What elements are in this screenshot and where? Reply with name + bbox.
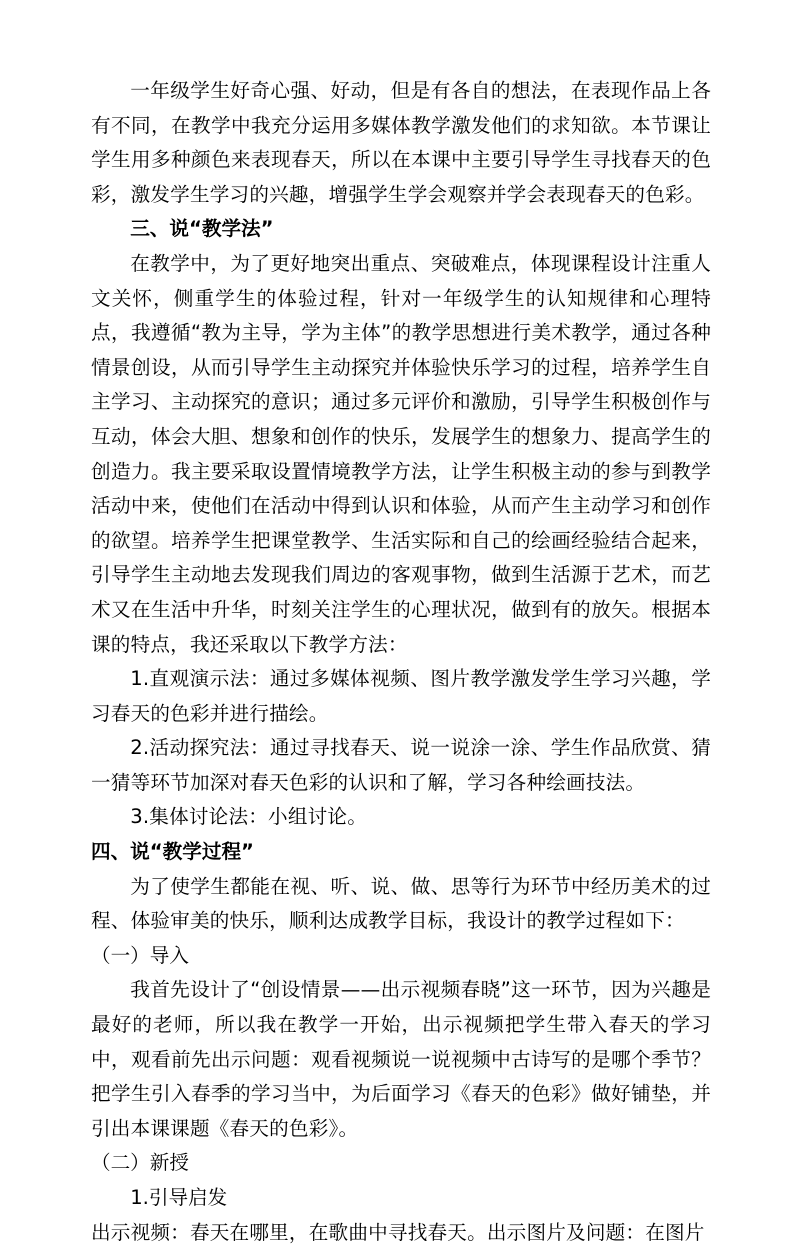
method-item-2: 2.活动探究法：通过寻找春天、说一说涂一涂、学生作品欣赏、猜一猜等环节加深对春天色彩的认识和了解，学习各种绘画技法。 [91,736,711,794]
subheading-guidance: 1.引导启发 [130,1186,228,1209]
method-item-3: 3.集体讨论法：小组讨论。 [130,805,368,829]
subheading-new-lesson: （二）新授 [91,1151,189,1175]
document-page [91,74,711,1250]
subheading-introduction: （一）导入 [91,943,189,967]
paragraph-introduction: 我首先设计了“创设情景——出示视频春晓”这一环节，因为兴趣是最好的老师，所以我在教学一开始，出示视频把学生带入春天的学习中，观看前先出示问题：观看视频说一说视频中古诗写的是哪个季节？把学生引入春季的学习当中，为后面学习《春天的色彩》做好铺垫，并引出本课课题《春天的色彩》。 [91,978,711,1140]
heading-teaching-method: 三、说“教学法” [130,217,274,241]
heading-teaching-process: 四、说“教学过程” [91,840,254,864]
paragraph-student-analysis: 一年级学生好奇心强、好动，但是有各自的想法，在表现作品上各有不同，在教学中我充分运用多媒体教学激发他们的求知欲。本节课让学生用多种颜色来表现春天，所以在本课中主要引导学生寻找春天的色彩，激发学生学习的兴趣，增强学生学会观察并学会表现春天的色彩。 [91,79,711,206]
paragraph-guidance: 出示视频：春天在哪里，在歌曲中寻找春天。出示图片及问题：在图片 [91,1220,705,1244]
paragraph-process-intro: 为了使学生都能在视、听、说、做、思等行为环节中经历美术的过程、体验审美的快乐，顺利达成教学目标，我设计的教学过程如下： [91,874,711,933]
paragraph-teaching-method: 在教学中，为了更好地突出重点、突破难点，体现课程设计注重人文关怀，侧重学生的体验过程，针对一年级学生的认知规律和心理特点，我遵循“教为主导，学为主体”的教学思想进行美术教学，通过各种情景创设，从而引导学生主动探究并体验快乐学习的过程，培养学生自主学习、主动探究的意识；通过多元评价和激励，引导学生积极创作与互动，体会大胆、想象和创作的快乐，发展学生的想象力、提高学生的创造力。我主要采取设置情境教学方法，让学生积极主动的参与到教学活动中来，使他们在活动中得到认识和体验，从而产生主动学习和创作的欲望。培养学生把课堂教学、生活实际和自己的绘画经验结合起来，引导学生主动地去发现我们周边的客观事物，做到生活源于艺术，而艺术又在生活中升华，时刻关注学生的心理状况，做到有的放矢。根据本课的特点，我还采取以下教学方法： [91,251,711,656]
method-item-1: 1.直观演示法：通过多媒体视频、图片教学激发学生学习兴趣，学习春天的色彩并进行描绘。 [91,667,711,725]
